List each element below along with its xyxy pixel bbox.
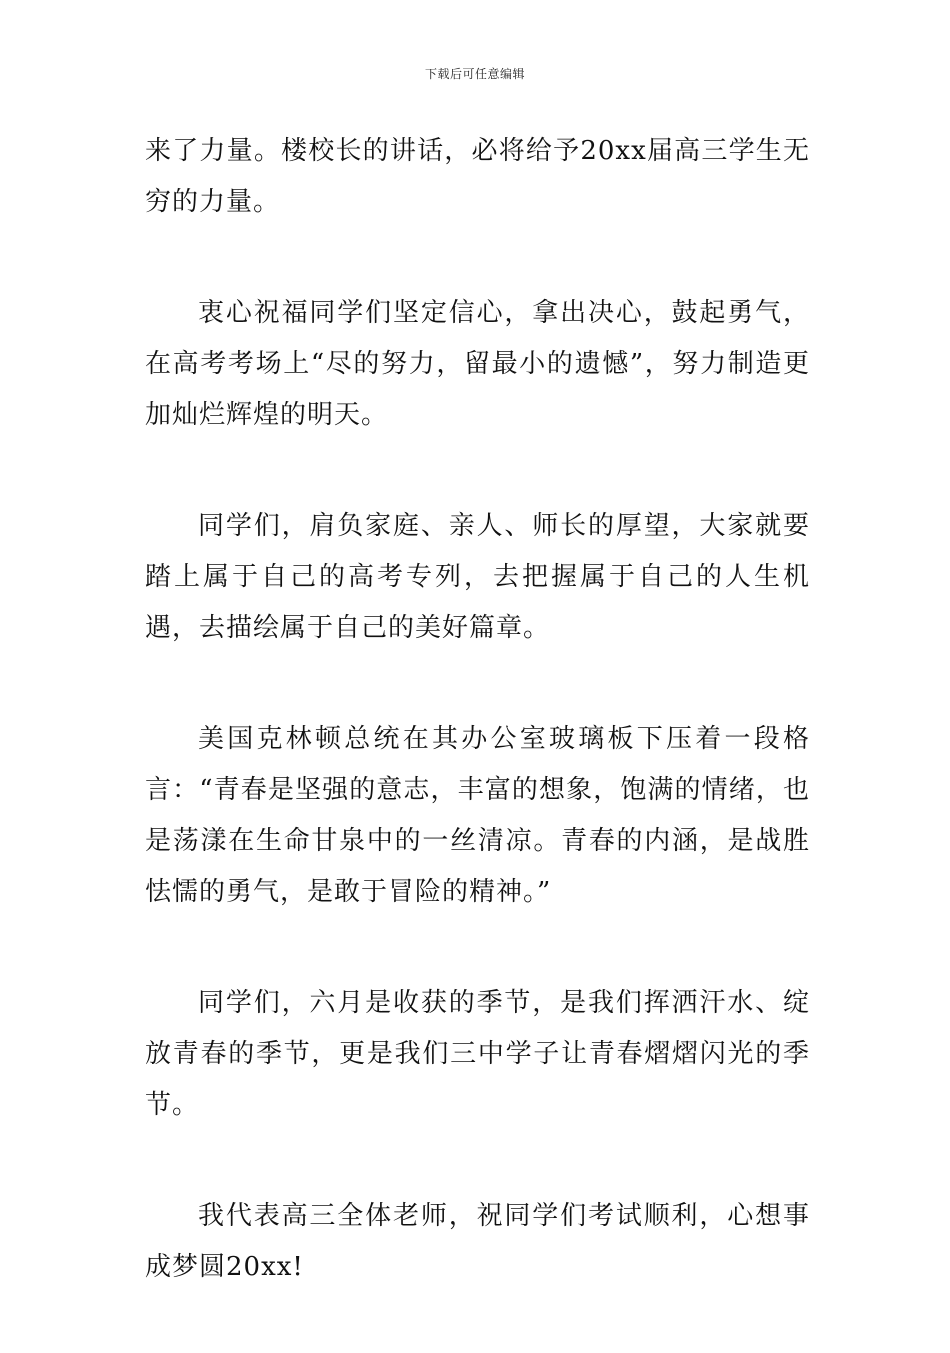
paragraph-5: 同学们，六月是收获的季节，是我们挥洒汗水、绽放青春的季节，更是我们三中学子让青春熠熠闪光的季节。 — [145, 988, 810, 1120]
paragraph-3: 同学们，肩负家庭、亲人、师长的厚望，大家就要踏上属于自己的高考专列，去把握属于自己的人生机遇，去描绘属于自己的美好篇章。 — [145, 511, 810, 643]
paragraph-6: 我代表高三全体老师，祝同学们考试顺利，心想事成梦圆20xx! — [145, 1201, 810, 1282]
page-header-note: 下载后可任意编辑 — [424, 67, 525, 81]
paragraph-1: 来了力量。楼校长的讲话，必将给予20xx届高三学生无穷的力量。 — [145, 136, 810, 217]
document-body — [145, 126, 810, 1353]
paragraph-2: 衷心祝福同学们坚定信心，拿出决心，鼓起勇气，在高考考场上“尽的努力，留最小的遗憾”，努力制造更加灿烂辉煌的明天。 — [145, 298, 810, 430]
paragraph-4: 美国克林顿总统在其办公室玻璃板下压着一段格言：“青春是坚强的意志，丰富的想象，饱满的情绪，也是荡漾在生命甘泉中的一丝清凉。青春的内涵，是战胜怯懦的勇气，是敢于冒险的精神。” — [145, 724, 810, 907]
